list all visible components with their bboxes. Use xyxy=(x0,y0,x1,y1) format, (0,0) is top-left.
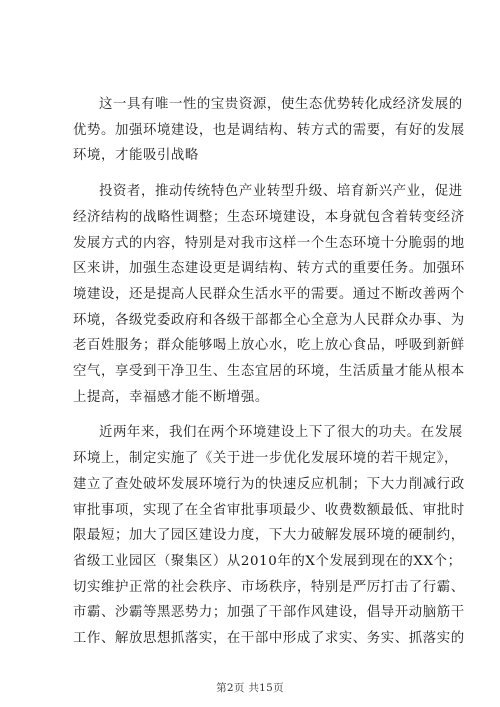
paragraph-3 xyxy=(73,420,465,651)
text-line: 近两年来，我们在两个环境建设上下了很大的功夫。在发展 xyxy=(99,425,463,441)
paragraph-1 xyxy=(73,92,465,169)
text-line: 上提高，幸福感才能不断增强。 xyxy=(73,389,269,405)
text-line: 环境，才能吸引战略 xyxy=(73,148,199,164)
text-line: 工作、解放思想抓落实，在干部中形成了求实、务实、抓落实的 xyxy=(73,631,465,647)
text-line: 投资者，推动传统特色产业转型升级、培育新兴产业，促进 xyxy=(99,184,463,200)
text-line: 区来讲，加强生态建设更是调结构、转方式的重要任务。加强环 xyxy=(73,261,465,277)
text-line: 经济结构的战略性调整；生态环境建设，本身就包含着转变经济 xyxy=(73,209,465,225)
page-number-footer: 第2页 共15页 xyxy=(216,682,284,694)
text-line: 审批事项，实现了在全省审批事项最少、收费数额最低、审批时 xyxy=(73,502,465,518)
document-body xyxy=(73,92,465,662)
text-line: 省级工业园区（聚集区）从2010年的X个发展到现在的XX个； xyxy=(73,553,462,569)
text-line: 建立了查处破坏发展环境行为的快速反应机制；下大力削减行政 xyxy=(73,476,465,492)
text-line: 空气，享受到干净卫生、生态宜居的环境，生活质量才能从根本 xyxy=(73,364,465,380)
text-line: 环境上，制定实施了《关于进一步优化发展环境的若干规定》， xyxy=(73,451,459,467)
text-line: 发展方式的内容，特别是对我市这样一个生态环境十分脆弱的地 xyxy=(73,235,465,251)
text-line: 这一具有唯一性的宝贵资源，使生态优势转化成经济发展的 xyxy=(99,97,463,112)
text-line: 限最短；加大了园区建设力度，下大力破解发展环境的硬制约， xyxy=(73,528,465,544)
text-line: 老百姓服务；群众能够喝上放心水，吃上放心食品，呼吸到新鲜 xyxy=(73,338,465,354)
text-line: 优势。加强环境建设，也是调结构、转方式的需要，有好的发展 xyxy=(73,122,465,138)
text-line: 境建设，还是提高人民群众生活水平的需要。通过不断改善两个 xyxy=(73,286,465,302)
text-line: 切实维护正常的社会秩序、市场秩序，特别是严厉打击了行霸、 xyxy=(73,579,465,595)
paragraph-2 xyxy=(73,179,465,410)
text-line: 市霸、沙霸等黑恶势力；加强了干部作风建设，倡导开动脑筋干 xyxy=(73,605,465,621)
text-line: 环境，各级党委政府和各级干部都全心全意为人民群众办事、为 xyxy=(73,312,465,328)
